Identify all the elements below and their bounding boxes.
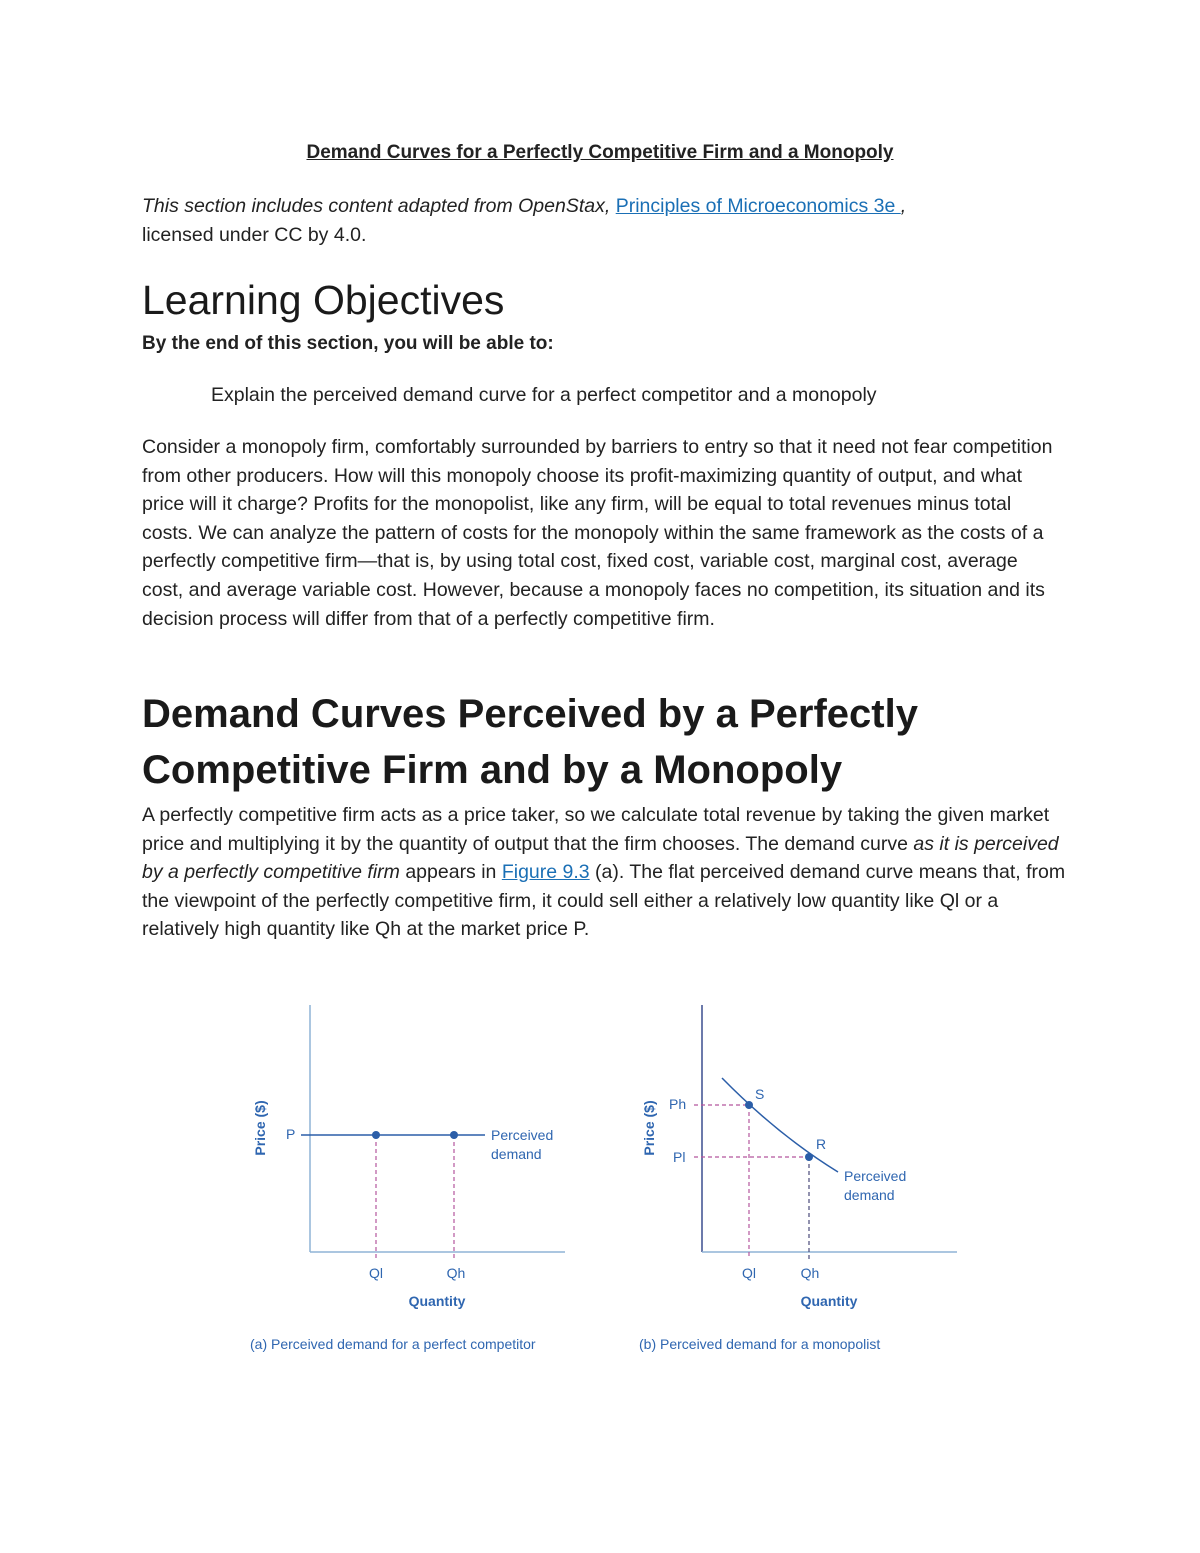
panel-a-ylabel: Price ($) <box>252 1100 268 1156</box>
p2-emphasis: as it is perceived by a perfectly competitive firm <box>142 832 1059 884</box>
intro-paragraph: Consider a monopoly firm, comfortably surrounded by barriers to entry so that it need not fear competition from other producers. How will this monopoly choose its profit-maximizing quantity of output, and what price will it charge? Profits for the monopolist, like any firm, will be equal to total revenues minus total costs. We can analyze the pattern of costs for the monopoly within the same framework as the costs of a perfectly competitive firm—that is, by using total cost, fixed cost, variable cost, marginal cost, average cost, and average variable cost. However, because a monopoly faces no competition, its situation and its decision process will differ from that of a perfectly competitive firm. <box>142 436 1053 630</box>
openstax-link[interactable]: Principles of Microeconomics 3e <box>615 195 901 217</box>
p2-part1: A perfectly competitive firm acts as a price taker, so we calculate total revenue by taking the given market price and multiplying it by the quantity of output that the firm chooses. The demand curve <box>142 804 1050 855</box>
panel-a-caption: (a) Perceived demand for a perfect competitor <box>250 1336 536 1352</box>
section-heading: Demand Curves Perceived by a Perfectly Competitive Firm and by a Monopoly <box>142 692 918 792</box>
p2-part3: (a). The flat perceived demand curve means that, from the viewpoint of the perfectly competitive firm, it could sell either a relatively low quantity like Ql or a relatively high quantity like Qh at the market price P. <box>142 861 1066 941</box>
attribution-prefix: This section includes content adapted from OpenStax, <box>142 195 616 217</box>
panel-a-point-ql <box>372 1131 380 1139</box>
objective-item: Explain the perceived demand curve for a perfect competitor and a monopoly <box>211 384 877 406</box>
panel-b-point-s-label: S <box>755 1086 765 1102</box>
panel-a-ql-label: Ql <box>369 1265 383 1281</box>
figure-link[interactable]: Figure 9.3 <box>501 861 590 884</box>
panel-a-qh-label: Qh <box>446 1265 466 1281</box>
panel-b-ylabel: Price ($) <box>641 1100 657 1156</box>
panel-b-point-r-label: R <box>816 1136 827 1152</box>
panel-a-point-qh <box>450 1131 458 1139</box>
attribution-suffix: , <box>900 195 907 217</box>
demand-figure <box>230 995 990 1365</box>
panel-a <box>250 1005 565 1352</box>
panel-a-curve-label-1: Perceived <box>491 1127 554 1143</box>
panel-b-pl-label: Pl <box>673 1149 686 1165</box>
panel-b <box>639 1005 957 1352</box>
panel-b-demand-curve <box>722 1078 838 1172</box>
panel-b-curve-label-1: Perceived <box>844 1168 907 1184</box>
panel-a-curve-label-2: demand <box>491 1146 542 1162</box>
document-title: Demand Curves for a Perfectly Competitive Firm and a Monopoly <box>306 142 894 163</box>
panel-a-xlabel: Quantity <box>408 1293 466 1309</box>
learning-objectives-heading: Learning Objectives <box>142 277 505 323</box>
panel-b-caption: (b) Perceived demand for a monopolist <box>639 1336 881 1352</box>
panel-b-point-s <box>745 1101 753 1109</box>
p2-part2: appears in <box>399 861 502 884</box>
attribution <box>142 192 1062 250</box>
panel-a-price-label: P <box>286 1126 296 1142</box>
panel-b-ql-label: Ql <box>742 1265 756 1281</box>
demand-paragraph <box>142 801 1067 944</box>
panel-b-curve-label-2: demand <box>844 1187 895 1203</box>
objectives-intro: By the end of this section, you will be able to: <box>142 333 554 354</box>
license-text: licensed under CC by 4.0. <box>142 224 367 246</box>
panel-b-xlabel: Quantity <box>800 1293 858 1309</box>
panel-b-point-r <box>805 1153 813 1161</box>
panel-b-ph-label: Ph <box>669 1096 687 1112</box>
panel-b-qh-label: Qh <box>800 1265 820 1281</box>
